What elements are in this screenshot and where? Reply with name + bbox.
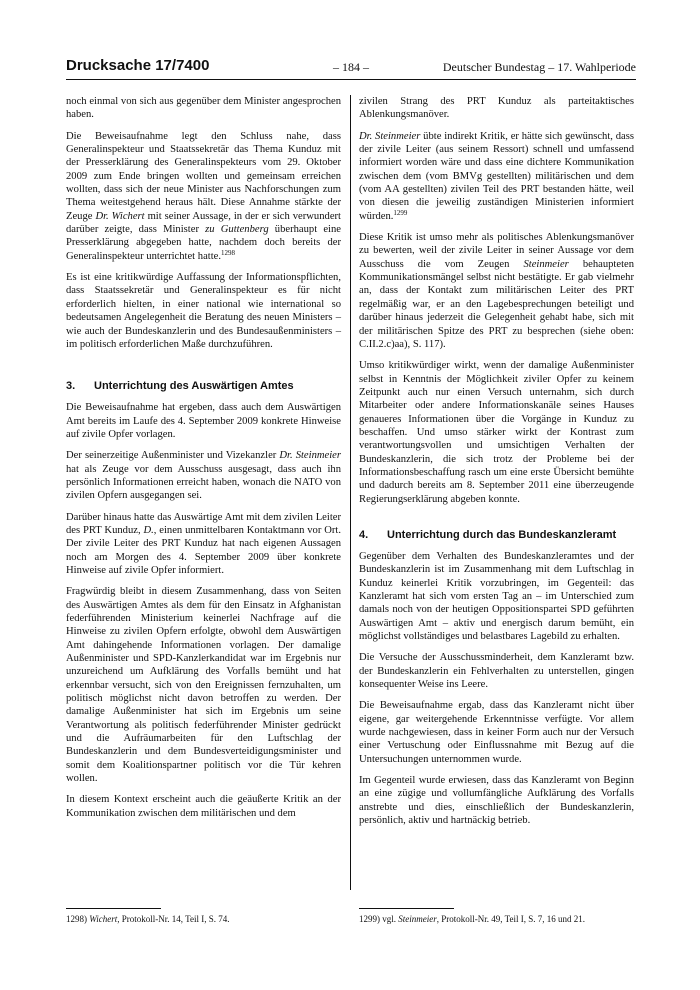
page-number: – 184 –: [333, 60, 369, 74]
page-header: [66, 57, 636, 76]
person-name: Steinmeier: [523, 258, 569, 270]
paragraph: Es ist eine kritikwürdige Auffassung der Informationspflichten, dass Staatssekretär und Generalinspekteur es für nicht erforderlich hielten, in einer national wie international so bedeutsamen Angelegenheit die Beratung des neuen Ministers – wie auch der Bundeskanzlerin und des Bundesaußenministers – im politisch erforderlichen Maße durchzuführen.: [66, 272, 341, 350]
footnote-1298: 1298) Wichert, Protokoll-Nr. 14, Teil I, S. 74.: [66, 914, 230, 924]
paragraph: Die Beweisaufnahme legt den Schluss nahe, dass Generalinspekteur und Staatssekretär das Thema Kunduz mit der Presserklärung des Generalinspekteurs vom 29. Oktober 2009 zum Ende bringen wollten und gemeinsam erreichen wollten, dass sich der neue Minister aus Nachforschungen zum Thema weitestgehend heraus hält. Diese Annahme stärkte der Zeuge Dr. Wichert mit seiner Aussage, in der er sich verwundert darüber zeigte, dass Minister zu Guttenberg überhaupt eine Presserklärung abgegeben hatte, nachdem doch bereits der Generalinspekteur unterrichtet hatte.$^{1298}$: [66, 130, 341, 262]
paragraph: Im Gegenteil wurde erwiesen, dass das Kanzleramt von Beginn an eine zügige und vollumfängliche Aufklärung des Vorfalls anstrebte und dies, einschließlich der Bundeskanzlerin, persönlich, aktiv und hartnäckig betrieb.: [359, 775, 634, 827]
person-name: Wichert: [89, 914, 118, 924]
section-heading: [66, 379, 341, 393]
paragraph: Fragwürdig bleibt in diesem Zusammenhang, dass von Seiten des Auswärtigen Amtes als dem für den Einsatz in Afghanistan federführenden Ministerium keinerlei Nachfrage auf die Hinweise zu zivilen Opfern erfolgte, obwohl dem Auswärtigen Amt dahingehende Informationen vorlagen. Der damalige Außenminister und SPD-Kanzlerkandidat war im Ergebnis nur unzureichend um Aufklärung des Vorfalls bemüht und hat erkennbar versucht, sich von den Ereignissen fernzuhalten, um politisch möglichst nicht davon betroffen zu werden. Der damalige Außenminister hat sich im Ergebnis um seine Verantwortung als politisch federführender Minister gedrückt und die Aufräumarbeiten für den Luftschlag der Bundeskanzlerin und dem Bundesverteidigungsminister und somit dem Koalitionspartner politisch vor die Tür kehren wollen.: [66, 586, 341, 785]
person-name: D.: [143, 524, 154, 536]
person-name: Dr. Wichert: [95, 210, 145, 222]
section-number: 3.: [66, 380, 76, 393]
footnote-1299: 1299) vgl. Steinmeier, Protokoll-Nr. 49, Teil I, S. 7, 16 und 21.: [359, 914, 585, 924]
section-title: Unterrichtung des Auswärtigen Amtes: [94, 380, 294, 393]
paragraph: Diese Kritik ist umso mehr als politisches Ablenkungsmanöver zu bewerten, weil der zivile Leiter in seiner Aussage vor dem Ausschuss die vom Zeugen Steinmeier behaupteten Kommunikationsmängel selbst nicht bestätigte. Er gab vielmehr an, dass der Kontakt zum militärischen Leiter des PRT regelmäßig war, er an den Lagebesprechungen beteiligt und darüber hinaus jederzeit die Gelegenheit gehabt habe, sich mit der militärischen Spitze des PRT zu besprechen (siehe oben: C.II.2.c)aa), S. 117).: [359, 232, 635, 350]
paragraph: Umso kritikwürdiger wirkt, wenn der damalige Außenminister selbst in Kenntnis der Möglichkeit ziviler Opfer zu keinem Zeitpunkt auch nur einen Versuch unternahm, sich durch Mitarbeiter oder andere Informationskanäle seines Hauses genaueres Informationen über die Vorgänge in Kunduz zu beschaffen. Und umso stärker wirkt der Kontrast zum verantwortungsvollen und umsichtigen Verhalten der Bundeskanzlerin, die sich trotz der Probleme bei der Informationsbeschaffung rasch um eine erste Übersicht bemühte und dadurch bereits am 8. September 2011 eine überzeugende Regierungserklärung abgeben konnte.: [359, 360, 634, 505]
paragraph: Die Beweisaufnahme ergab, dass das Kanzleramt nicht über eigene, gar weitergehende Erkenntnisse verfügte. Vor allem wurde nachgewiesen, dass in keiner Form auch nur der Versuch einer Vertuschung oder Einflussnahme mit Bezug auf die Untersuchungen unternommen wurde.: [359, 700, 634, 765]
person-name: zu Guttenberg: [205, 224, 269, 236]
paragraph: In diesem Kontext erscheint auch die geäußerte Kritik an der Kommunikation zwischen dem militärischen und dem: [66, 794, 341, 819]
person-name: Dr. Steinmeier: [359, 130, 421, 142]
paragraph: Die Beweisaufnahme hat ergeben, dass auch dem Auswärtigen Amt bereits im Laufe des 4. September 2009 konkrete Hinweise auf zivile Opfer vorlagen.: [66, 402, 341, 440]
left-column: [66, 95, 341, 828]
paragraph: Die Versuche der Ausschussminderheit, dem Kanzleramt bzw. der Bundeskanzlerin ein Fehlverhalten zu unterstellen, gingen konsequenter Weise ins Leere.: [359, 652, 634, 691]
paragraph: noch einmal von sich aus gegenüber dem Minister angesprochen haben.: [66, 96, 341, 121]
footnote-rule: [66, 908, 161, 909]
paragraph: Der seinerzeitige Außenminister und Vizekanzler Dr. Steinmeier hat als Zeuge vor dem Ausschuss ausgesagt, dass auch ihn persönlich Informationen erreicht haben, wonach die NATO von zivilen Opfern ausgegangen sei.: [66, 450, 341, 502]
publisher-label: Deutscher Bundestag – 17. Wahlperiode: [442, 60, 636, 74]
footnote-ref[interactable]: 1298: [221, 248, 236, 257]
section-number: 4.: [359, 528, 369, 541]
person-name: Dr. Steinmeier: [279, 450, 341, 462]
footnote-ref[interactable]: 1299: [393, 208, 408, 217]
section-heading: [359, 528, 634, 542]
header-rule: [66, 79, 636, 80]
section-title: Unterrichtung durch das Bundeskanzleramt: [387, 528, 617, 541]
person-name: Steinmeier: [398, 914, 437, 924]
footnote-rule: [359, 908, 454, 909]
paragraph: Gegenüber dem Verhalten des Bundeskanzleramtes und der Bundeskanzlerin ist im Zusammenhang mit dem Luftschlag in Kunduz keinerlei Kritik vorzubringen, im Gegenteil: das Kanzleramt hat sich vom ersten Tag an – im Unterschied zum damals noch von der heutigen Oppositionspartei SPD geführten Auswärtigen Amt – aktiv und energisch darum bemüht, ein möglichst vollständiges und belastbares Lagebild zu erhalten.: [359, 550, 634, 643]
right-column: [359, 95, 634, 836]
paragraph: Dr. Steinmeier übte indirekt Kritik, er hätte sich gewünscht, dass der zivile Leiter (aus seinem Ressort) schnell und umfassend informiert worden wäre und dass eine dichtere Kommunikation zwischen dem (vom BMVg gestellten) militärischen und dem (vom AA gestellten) zivilen Teil des PRT bestanden hätte, weil von diesen die jeweilig zuständigen Ministerien informiert würden.$^{1299}$: [359, 130, 634, 222]
document-number: Drucksache 17/7400: [66, 57, 210, 74]
paragraph: zivilen Strang des PRT Kunduz als parteitaktisches Ablenkungsmanöver.: [359, 96, 634, 121]
column-divider: [350, 95, 351, 890]
paragraph: Darüber hinaus hatte das Auswärtige Amt mit dem zivilen Leiter des PRT Kunduz, D., einen unmittelbaren Kontaktmann vor Ort. Der zivile Leiter des PRT Kunduz hat nach eigenen Aussagen noch am Morgen des 4. September 2009 über konkrete Hinweise auf zivile Opfer informiert.: [66, 511, 342, 576]
